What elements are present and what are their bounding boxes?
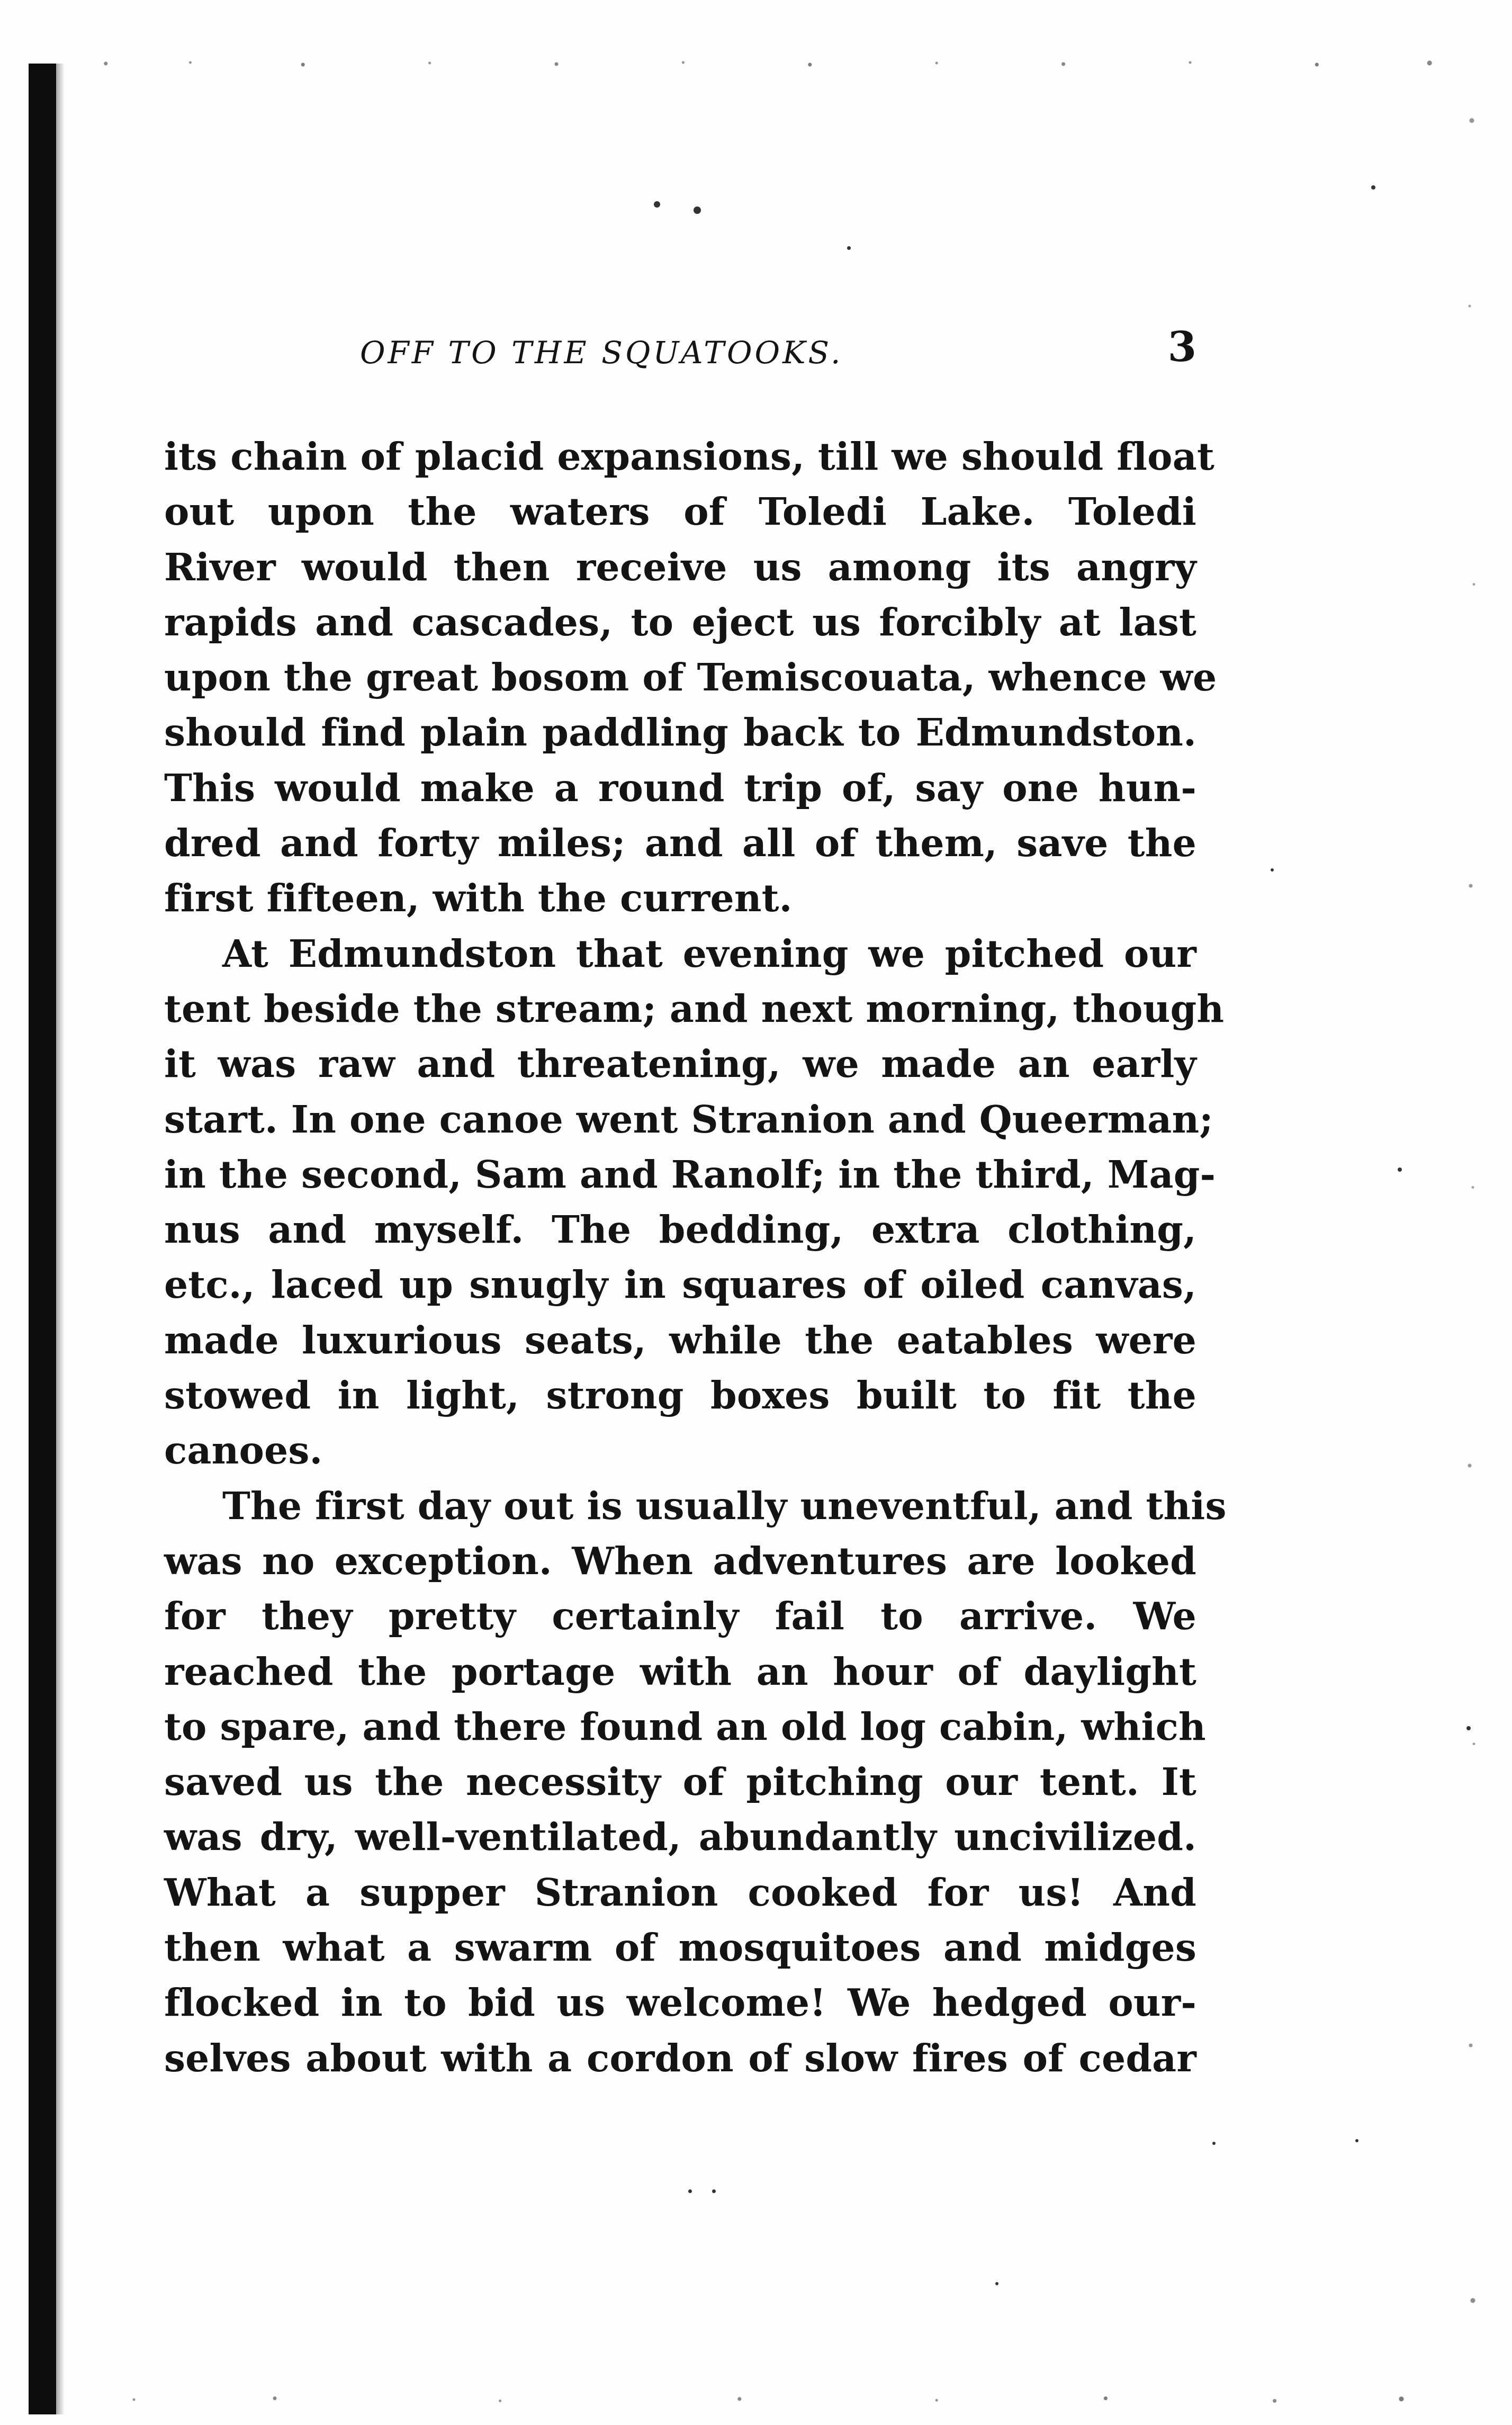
text-line: stowed in light, strong boxes built to fit the — [164, 1373, 1196, 1418]
print-speck — [1212, 2142, 1216, 2145]
text-line: reached the portage with an hour of daylight — [164, 1649, 1196, 1694]
text-line: This would make a round trip of, say one hun- — [164, 765, 1196, 810]
print-speck — [654, 201, 660, 208]
text-line: canoes. — [164, 1428, 323, 1473]
text-line: was dry, well-ventilated, abundantly uncivilized. — [164, 1815, 1196, 1860]
print-speck — [1398, 1167, 1402, 1172]
text-line: flocked in to bid us welcome! We hedged our- — [164, 1980, 1196, 2025]
page-number: 3 — [1167, 323, 1196, 371]
print-speck — [1271, 868, 1274, 872]
running-title: OFF TO THE SQUATOOKS. — [360, 335, 843, 371]
right-page-edge — [1461, 74, 1482, 2393]
text-line: upon the great bosom of Temiscouata, whence we — [164, 655, 1217, 700]
text-line: rapids and cascades, to eject us forcibly at last — [164, 599, 1196, 644]
print-speck — [847, 246, 851, 250]
text-line: in the second, Sam and Ranolf; in the third, Mag- — [164, 1152, 1216, 1197]
text-line: to spare, and there found an old log cabin, which — [164, 1704, 1206, 1749]
text-line: nus and myself. The bedding, extra clothing, — [164, 1207, 1196, 1252]
text-line: River would then receive us among its angry — [164, 544, 1196, 589]
text-line: made luxurious seats, while the eatables were — [164, 1317, 1196, 1362]
text-line: tent beside the stream; and next morning, though — [164, 986, 1225, 1031]
print-speck — [688, 2189, 692, 2193]
print-speck — [712, 2189, 716, 2193]
text-line: selves about with a cordon of slow fires of cedar — [164, 2035, 1196, 2080]
text-line: first fifteen, with the current. — [164, 876, 793, 921]
print-speck — [1466, 1726, 1471, 1730]
running-header — [159, 323, 1196, 381]
binding-gutter — [29, 64, 56, 2414]
print-speck — [694, 206, 701, 214]
text-line: The first day out is usually uneventful, and this — [222, 1483, 1227, 1528]
text-line: was no exception. When adventures are looked — [164, 1538, 1196, 1583]
print-speck — [1355, 2139, 1358, 2142]
text-line: etc., laced up snugly in squares of oiled canvas, — [164, 1262, 1196, 1307]
bottom-page-edge — [64, 2393, 1472, 2406]
text-line: its chain of placid expansions, till we should float — [164, 434, 1214, 479]
print-speck — [995, 2282, 998, 2285]
text-line: then what a swarm of mosquitoes and midges — [164, 1925, 1196, 1970]
text-line: start. In one canoe went Stranion and Queerman; — [164, 1097, 1213, 1142]
print-speck — [1371, 185, 1375, 190]
top-page-edge — [64, 58, 1472, 69]
body-text — [164, 429, 1227, 2086]
binding-shadow — [56, 64, 65, 2414]
text-line: dred and forty miles; and all of them, save the — [164, 821, 1196, 866]
text-line: for they pretty certainly fail to arrive. We — [164, 1594, 1196, 1639]
text-line: should find plain paddling back to Edmundston. — [164, 710, 1196, 755]
text-line: it was raw and threatening, we made an early — [164, 1041, 1196, 1086]
text-line: At Edmundston that evening we pitched our — [222, 931, 1196, 976]
text-line: What a supper Stranion cooked for us! And — [164, 1870, 1196, 1915]
text-line: saved us the necessity of pitching our tent. It — [164, 1759, 1196, 1804]
text-line: out upon the waters of Toledi Lake. Toledi — [164, 489, 1196, 534]
